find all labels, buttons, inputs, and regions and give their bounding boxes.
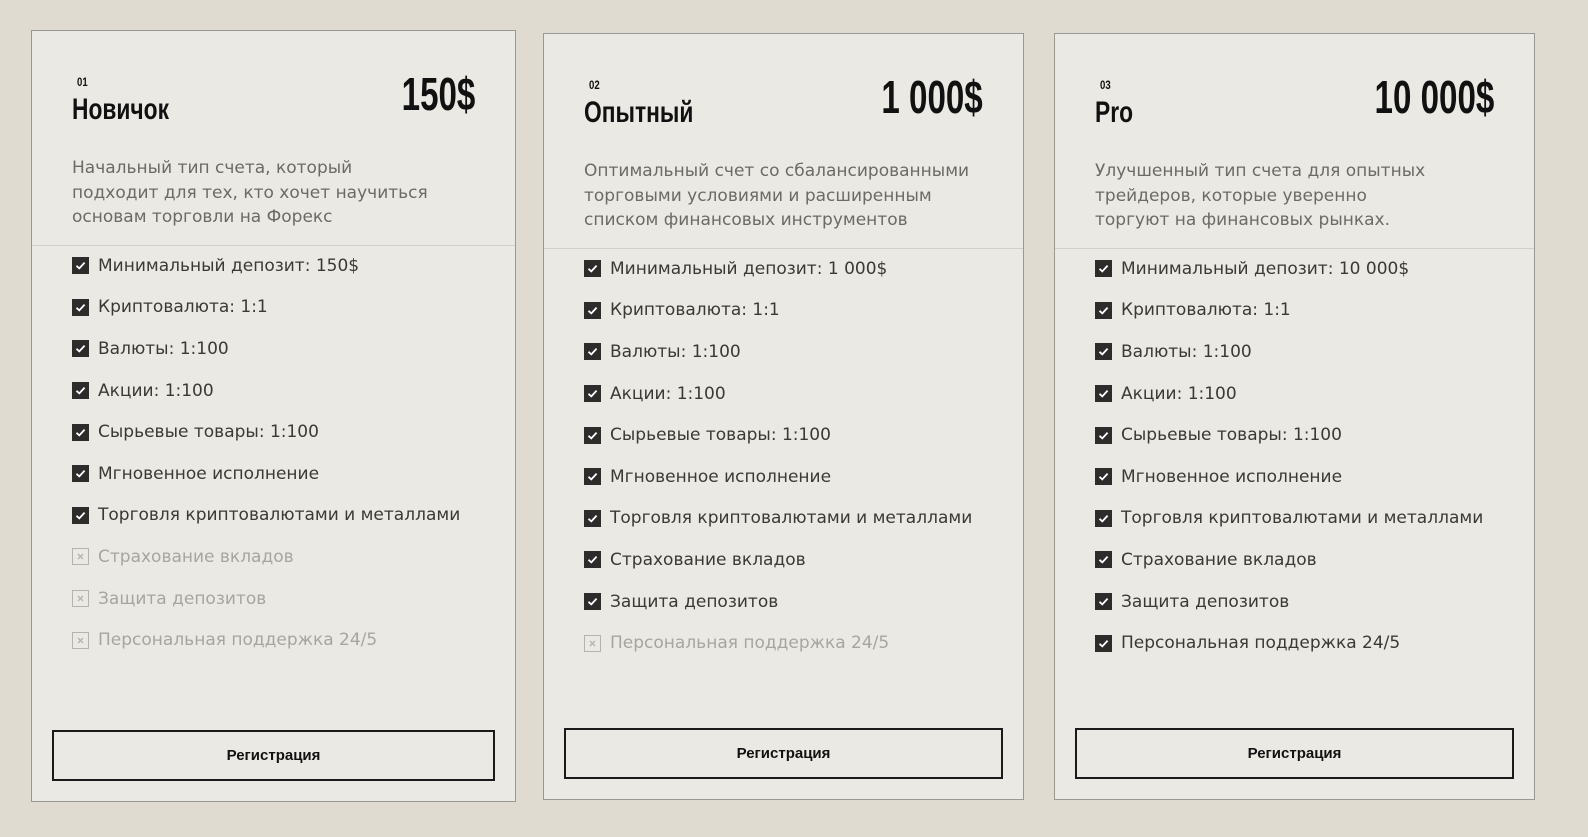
feature-item <box>584 248 972 290</box>
feature-label: Криптовалюта: 1:1 <box>98 297 268 318</box>
checkbox-checked-icon <box>72 299 89 316</box>
feature-label: Торговля криптовалютами и металлами <box>98 505 461 526</box>
feature-item <box>72 619 460 661</box>
feature-label: Минимальный депозит: 1 000$ <box>610 258 888 279</box>
checkbox-checked-icon <box>584 302 601 319</box>
feature-label: Торговля криптовалютами и металлами <box>610 508 973 529</box>
checkbox-checked-icon <box>72 257 89 274</box>
plan-card-novice <box>31 30 516 802</box>
feature-item <box>1095 414 1483 456</box>
feature-label: Сырьевые товары: 1:100 <box>610 425 831 446</box>
feature-label: Минимальный депозит: 10 000$ <box>1121 258 1410 279</box>
plan-price: 10 000$ <box>1374 71 1494 123</box>
feature-label: Страхование вкладов <box>610 549 806 570</box>
feature-item <box>1095 290 1483 332</box>
feature-item <box>584 456 972 498</box>
plan-price: 1 000$ <box>881 71 983 123</box>
feature-item <box>584 498 972 540</box>
checkbox-checked-icon <box>1095 260 1112 277</box>
feature-label: Акции: 1:100 <box>1121 383 1237 404</box>
feature-item <box>584 331 972 373</box>
feature-label: Страхование вкладов <box>1121 549 1317 570</box>
checkbox-checked-icon <box>584 551 601 568</box>
plan-name: Новичок <box>72 93 170 126</box>
feature-list <box>1095 248 1483 664</box>
checkbox-checked-icon <box>1095 343 1112 360</box>
plan-name: Опытный <box>584 96 694 129</box>
feature-label: Криптовалюта: 1:1 <box>1121 300 1291 321</box>
checkbox-checked-icon <box>1095 635 1112 652</box>
plan-header <box>1055 34 1534 249</box>
feature-item <box>1095 581 1483 623</box>
plan-description: Улучшенный тип счета для опытных трейдеров, которые уверенно торгуют на финансовых рынках. <box>1095 161 1426 230</box>
feature-label: Мгновенное исполнение <box>1121 466 1343 487</box>
checkbox-checked-icon <box>72 382 89 399</box>
checkbox-checked-icon <box>584 260 601 277</box>
checkbox-checked-icon <box>584 385 601 402</box>
register-button[interactable]: Регистрация <box>52 730 495 781</box>
plan-card-pro <box>1054 33 1535 800</box>
feature-label: Защита депозитов <box>610 591 779 612</box>
feature-item <box>72 453 460 495</box>
checkbox-checked-icon <box>584 468 601 485</box>
feature-item <box>72 411 460 453</box>
checkbox-checked-icon <box>584 510 601 527</box>
feature-item <box>584 539 972 581</box>
plan-description: Оптимальный счет со сбалансированными торговыми условиями и расширенным списком финансовых инструментов <box>584 161 970 230</box>
checkbox-crossed-icon <box>584 635 601 652</box>
feature-list <box>584 248 972 664</box>
register-button[interactable]: Регистрация <box>564 728 1003 779</box>
checkbox-checked-icon <box>72 465 89 482</box>
plan-header <box>32 31 515 246</box>
feature-item <box>584 622 972 664</box>
checkbox-crossed-icon <box>72 548 89 565</box>
checkbox-crossed-icon <box>72 590 89 607</box>
plan-name: Pro <box>1095 96 1134 129</box>
feature-item <box>1095 456 1483 498</box>
feature-item <box>72 495 460 537</box>
plan-number: 02 <box>589 78 600 92</box>
plan-card-experienced <box>543 33 1024 800</box>
feature-label: Криптовалюта: 1:1 <box>610 300 780 321</box>
feature-item <box>72 245 460 287</box>
feature-list <box>72 245 460 661</box>
feature-item <box>1095 331 1483 373</box>
feature-label: Персональная поддержка 24/5 <box>98 630 378 651</box>
checkbox-checked-icon <box>1095 510 1112 527</box>
feature-item <box>1095 498 1483 540</box>
checkbox-checked-icon <box>1095 427 1112 444</box>
feature-item <box>1095 539 1483 581</box>
feature-label: Защита депозитов <box>98 588 267 609</box>
feature-item <box>72 370 460 412</box>
checkbox-crossed-icon <box>72 632 89 649</box>
feature-label: Акции: 1:100 <box>610 383 726 404</box>
feature-item <box>584 414 972 456</box>
feature-label: Персональная поддержка 24/5 <box>610 633 890 654</box>
plan-number: 03 <box>1100 78 1111 92</box>
plan-header <box>544 34 1023 249</box>
feature-label: Сырьевые товары: 1:100 <box>1121 425 1342 446</box>
feature-label: Минимальный депозит: 150$ <box>98 255 360 276</box>
feature-item <box>584 581 972 623</box>
feature-label: Торговля криптовалютами и металлами <box>1121 508 1484 529</box>
register-button[interactable]: Регистрация <box>1075 728 1514 779</box>
feature-label: Мгновенное исполнение <box>610 466 832 487</box>
feature-item <box>1095 248 1483 290</box>
checkbox-checked-icon <box>72 340 89 357</box>
checkbox-checked-icon <box>1095 468 1112 485</box>
feature-item <box>1095 622 1483 664</box>
checkbox-checked-icon <box>1095 551 1112 568</box>
checkbox-checked-icon <box>584 593 601 610</box>
feature-label: Персональная поддержка 24/5 <box>1121 633 1401 654</box>
plan-number: 01 <box>77 75 88 89</box>
feature-item <box>584 290 972 332</box>
feature-item <box>1095 373 1483 415</box>
feature-label: Валюты: 1:100 <box>1121 341 1252 362</box>
checkbox-checked-icon <box>1095 385 1112 402</box>
feature-label: Мгновенное исполнение <box>98 463 320 484</box>
feature-item <box>72 578 460 620</box>
feature-label: Сырьевые товары: 1:100 <box>98 422 319 443</box>
feature-item <box>72 536 460 578</box>
feature-item <box>72 328 460 370</box>
feature-item <box>72 287 460 329</box>
feature-label: Защита депозитов <box>1121 591 1290 612</box>
feature-label: Акции: 1:100 <box>98 380 214 401</box>
feature-label: Валюты: 1:100 <box>610 341 741 362</box>
checkbox-checked-icon <box>584 343 601 360</box>
plan-description: Начальный тип счета, который подходит для тех, кто хочет научиться основам торговли на Форекс <box>72 158 428 227</box>
feature-label: Страхование вкладов <box>98 546 294 567</box>
checkbox-checked-icon <box>72 507 89 524</box>
checkbox-checked-icon <box>72 424 89 441</box>
checkbox-checked-icon <box>1095 302 1112 319</box>
plan-price: 150$ <box>401 68 475 120</box>
feature-item <box>584 373 972 415</box>
feature-label: Валюты: 1:100 <box>98 338 229 359</box>
checkbox-checked-icon <box>584 427 601 444</box>
checkbox-checked-icon <box>1095 593 1112 610</box>
